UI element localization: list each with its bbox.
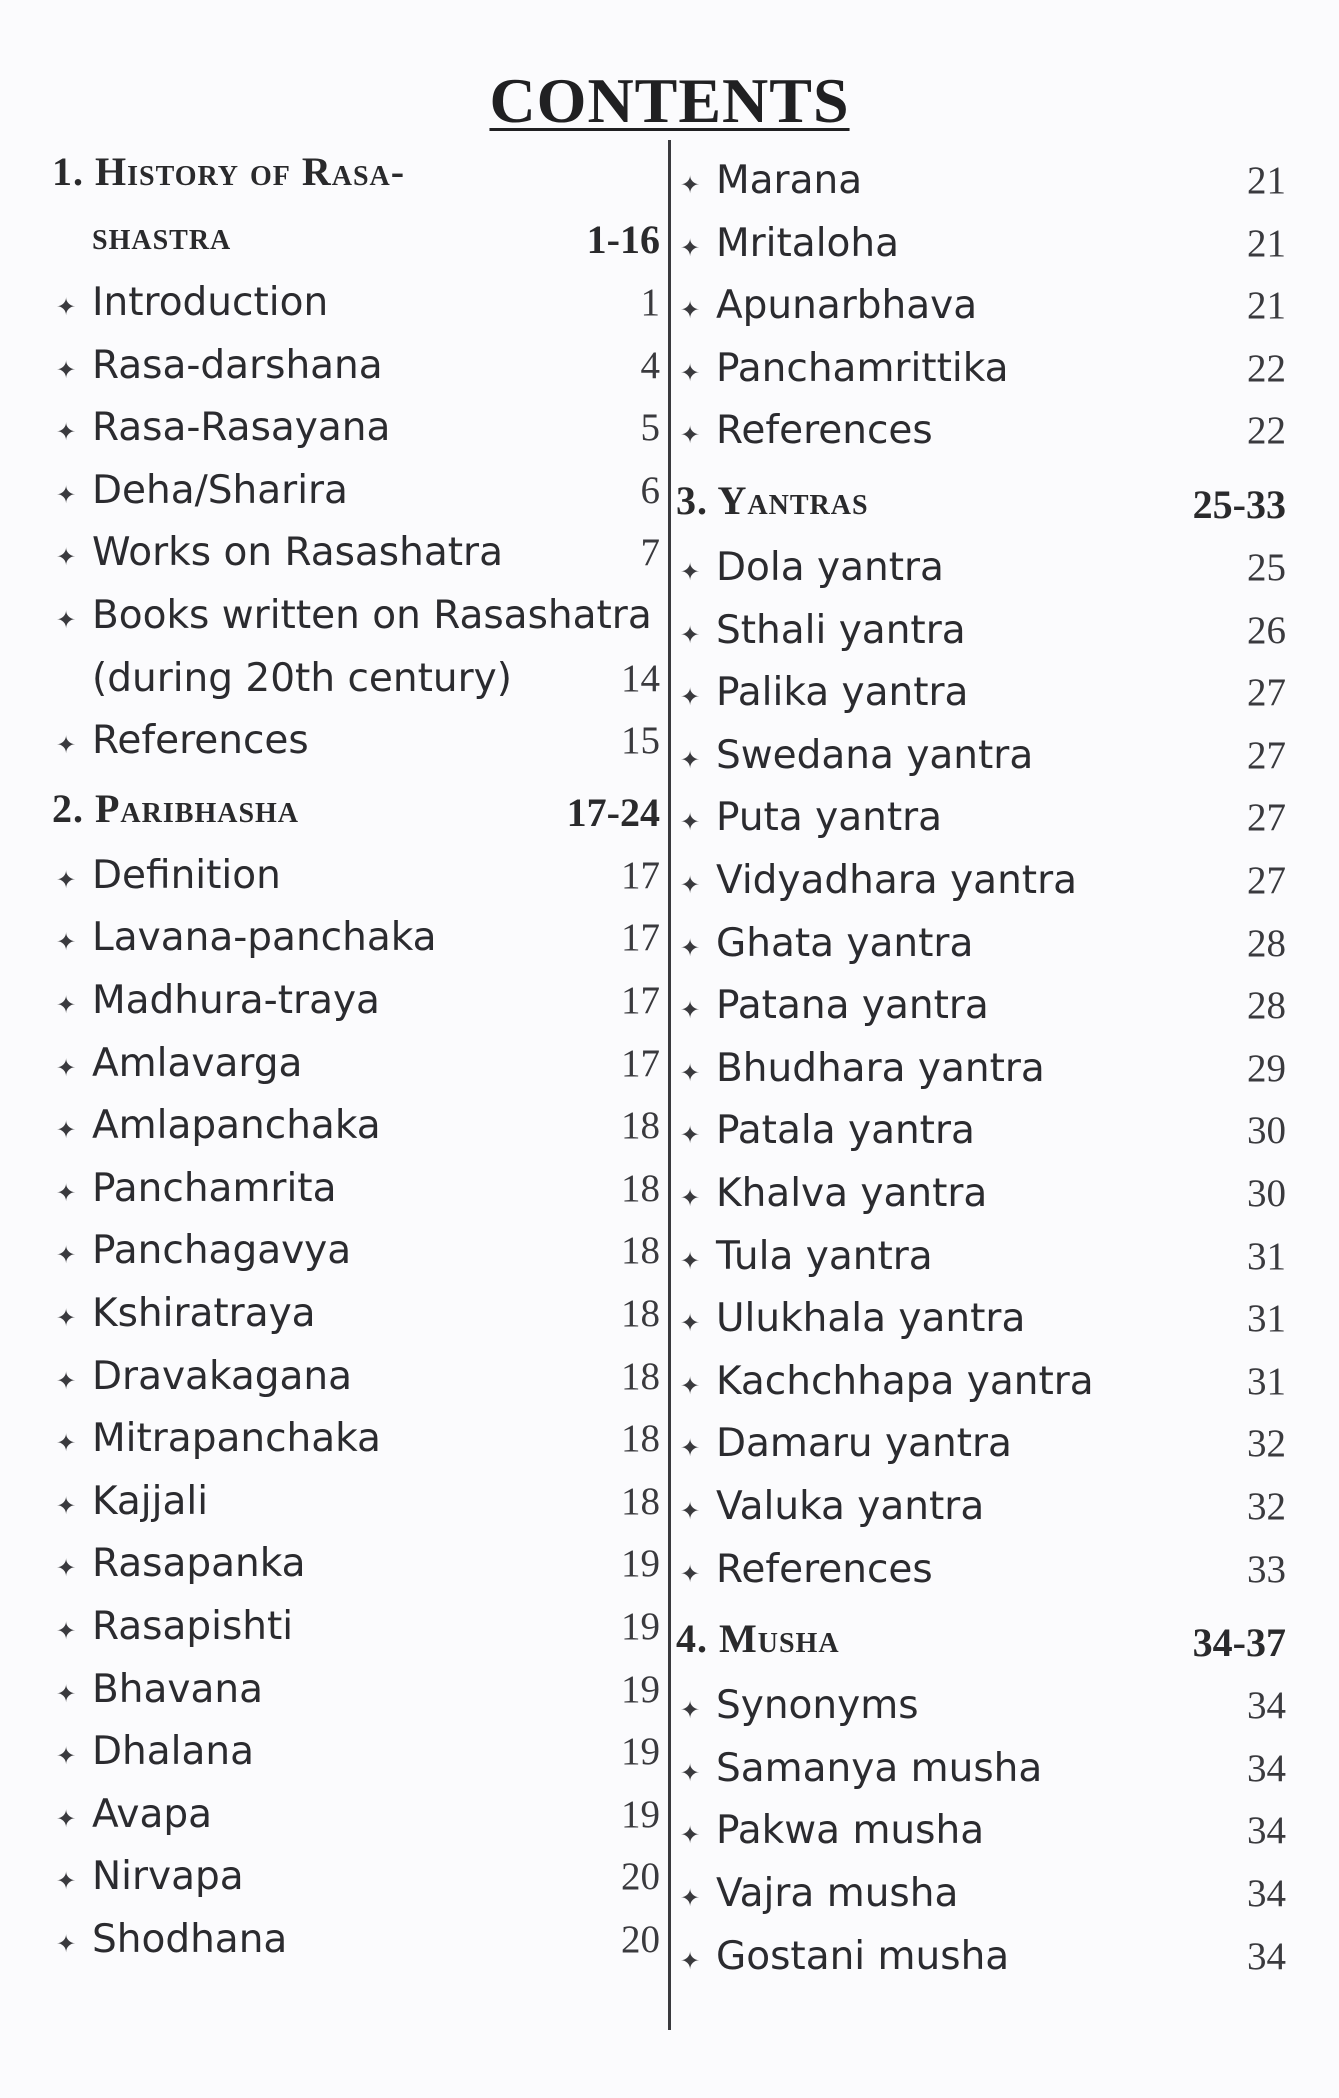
entry-label: Ghata yantra [716, 920, 974, 966]
entry-page-number: 21 [1247, 284, 1286, 328]
toc-entry [52, 1600, 660, 1660]
entry-page-number: 32 [1247, 1422, 1286, 1466]
star-bullet-icon: ✦ [56, 1178, 77, 1207]
star-bullet-icon: ✦ [680, 1371, 701, 1400]
entry-page-number: 31 [1247, 1359, 1286, 1403]
page-title-text: CONTENTS [489, 65, 850, 136]
entry-label: Bhavana [92, 1666, 263, 1712]
section-title: 1. History of Rasa- [52, 149, 406, 194]
toc-section-heading [52, 212, 660, 272]
entry-label: Dola yantra [716, 545, 944, 590]
entry-page-number: 22 [1247, 409, 1286, 453]
entry-label: Panchagavya [92, 1228, 352, 1274]
entry-page-number: 5 [640, 406, 660, 450]
entry-page-number: 30 [1247, 1172, 1286, 1215]
entry-label: Kshiratraya [92, 1291, 316, 1336]
star-bullet-icon: ✦ [56, 355, 77, 384]
toc-entry [52, 1537, 660, 1597]
toc-entry [52, 1099, 660, 1159]
toc-entry [676, 279, 1286, 339]
star-bullet-icon: ✦ [56, 1804, 77, 1833]
entry-page-number: 22 [1247, 346, 1286, 390]
entry-label: Kachchhapa yantra [716, 1358, 1094, 1404]
entry-label: Mitrapanchaka [92, 1416, 381, 1462]
toc-entry [52, 714, 660, 774]
toc-entry [52, 1224, 660, 1284]
star-bullet-icon: ✦ [680, 1696, 701, 1725]
toc-entry [676, 154, 1286, 214]
entry-page-number: 34 [1247, 1684, 1286, 1728]
toc-entry [676, 1104, 1286, 1164]
toc-entry [676, 854, 1286, 914]
entry-page-number: 20 [621, 1918, 660, 1961]
star-bullet-icon: ✦ [680, 1246, 701, 1275]
star-bullet-icon: ✦ [56, 293, 77, 321]
entry-label: Introduction [92, 280, 329, 325]
toc-entry [52, 589, 660, 649]
star-bullet-icon: ✦ [680, 996, 701, 1025]
star-bullet-icon: ✦ [680, 1497, 701, 1525]
star-bullet-icon: ✦ [56, 1930, 77, 1958]
toc-entry [676, 604, 1286, 664]
star-bullet-icon: ✦ [680, 1758, 701, 1787]
entry-page-number: 15 [621, 719, 660, 763]
toc-entry [52, 526, 660, 586]
star-bullet-icon: ✦ [56, 991, 77, 1019]
toc-entry [52, 652, 660, 712]
star-bullet-icon: ✦ [56, 1742, 77, 1771]
entry-page-number: 18 [621, 1479, 660, 1523]
entry-label: Patana yantra [716, 983, 989, 1029]
star-bullet-icon: ✦ [56, 1366, 77, 1395]
star-bullet-icon: ✦ [680, 358, 701, 387]
entry-page-number: 34 [1247, 1746, 1286, 1790]
entry-label: Mritaloha [716, 220, 900, 266]
star-bullet-icon: ✦ [56, 543, 77, 572]
entry-page-number: 25 [1247, 546, 1286, 589]
star-bullet-icon: ✦ [56, 1679, 77, 1708]
toc-entry [676, 1167, 1286, 1227]
entry-label: Dhalana [92, 1729, 254, 1775]
star-bullet-icon: ✦ [680, 1309, 701, 1338]
entry-page-number: 27 [1247, 796, 1286, 840]
entry-page-number: 18 [621, 1104, 660, 1148]
toc-entry [676, 1230, 1286, 1290]
star-bullet-icon: ✦ [680, 745, 701, 774]
entry-label: Lavana-panchaka [92, 915, 437, 961]
entry-label: Vajra musha [716, 1871, 959, 1916]
star-bullet-icon: ✦ [680, 1058, 701, 1087]
entry-label: Pakwa musha [716, 1808, 985, 1854]
toc-entry [52, 1725, 660, 1785]
toc-entry [676, 342, 1286, 402]
entry-page-number: 18 [621, 1229, 660, 1273]
entry-label: Panchamrittika [716, 345, 1009, 391]
star-bullet-icon: ✦ [680, 233, 701, 262]
toc-entry [676, 541, 1286, 601]
star-bullet-icon: ✦ [680, 171, 701, 199]
entry-label: Bhudhara yantra [716, 1045, 1045, 1091]
star-bullet-icon: ✦ [680, 1821, 701, 1850]
page-title [0, 64, 1339, 138]
toc-entry [676, 729, 1286, 789]
section-page-range: 25-33 [1192, 482, 1286, 527]
entry-label: Tula yantra [716, 1233, 933, 1279]
toc-entry [52, 1412, 660, 1472]
entry-label: Dravakagana [92, 1353, 353, 1399]
section-page-range: 34-37 [1192, 1620, 1286, 1666]
toc-entry [676, 404, 1286, 464]
entry-label: Panchamrita [92, 1165, 337, 1211]
star-bullet-icon: ✦ [680, 1559, 701, 1588]
star-bullet-icon: ✦ [680, 808, 701, 837]
toc-entry [52, 1350, 660, 1410]
toc-entry [676, 1679, 1286, 1739]
entry-label: References [716, 408, 933, 454]
star-bullet-icon: ✦ [56, 731, 77, 760]
toc-entry [52, 1475, 660, 1535]
entry-page-number: 27 [1247, 733, 1286, 777]
star-bullet-icon: ✦ [56, 1241, 77, 1270]
toc-entry [52, 1850, 660, 1910]
entry-page-number: 19 [621, 1605, 660, 1648]
section-title: shastra [92, 213, 232, 258]
star-bullet-icon: ✦ [56, 1554, 77, 1583]
toc-section-heading [52, 785, 660, 845]
entry-label: Definition [92, 852, 281, 898]
entry-page-number: 19 [621, 1792, 660, 1836]
entry-page-number: 29 [1247, 1046, 1286, 1090]
star-bullet-icon: ✦ [56, 1053, 77, 1082]
toc-entry [676, 1930, 1286, 1990]
star-bullet-icon: ✦ [680, 296, 701, 325]
toc-entry [52, 1162, 660, 1222]
toc-entry [676, 1042, 1286, 1102]
entry-page-number: 17 [621, 853, 660, 897]
star-bullet-icon: ✦ [56, 1304, 77, 1332]
star-bullet-icon: ✦ [680, 1946, 701, 1975]
toc-entry [52, 464, 660, 524]
entry-label: Shodhana [92, 1917, 288, 1962]
entry-page-number: 30 [1247, 1109, 1286, 1153]
entry-label: Amlapanchaka [92, 1103, 381, 1149]
entry-label: Works on Rasashatra [92, 530, 503, 576]
entry-page-number: 7 [640, 531, 660, 575]
star-bullet-icon: ✦ [56, 418, 77, 447]
toc-entry [52, 911, 660, 971]
entry-label: Amlavarga [92, 1040, 303, 1086]
star-bullet-icon: ✦ [56, 606, 77, 634]
toc-entry [52, 1287, 660, 1347]
toc-entry [676, 979, 1286, 1039]
entry-label: Vidyadhara yantra [716, 858, 1078, 903]
toc-entry [676, 1417, 1286, 1477]
entry-page-number: 18 [621, 1292, 660, 1335]
star-bullet-icon: ✦ [56, 1491, 77, 1520]
entry-page-number: 33 [1247, 1547, 1286, 1591]
star-bullet-icon: ✦ [680, 683, 701, 712]
entry-page-number: 17 [621, 1041, 660, 1085]
star-bullet-icon: ✦ [56, 928, 77, 957]
entry-label: Kajjali [92, 1478, 209, 1524]
entry-page-number: 18 [621, 1354, 660, 1398]
entry-page-number: 19 [621, 1667, 660, 1711]
entry-page-number: 34 [1247, 1809, 1286, 1853]
toc-entry [52, 849, 660, 909]
entry-label: Ulukhala yantra [716, 1296, 1026, 1342]
entry-page-number: 1 [640, 281, 660, 324]
entry-page-number: 19 [621, 1542, 660, 1586]
entry-page-number: 14 [621, 656, 660, 700]
entry-label: Swedana yantra [716, 732, 1034, 778]
section-title: 2. Paribhasha [52, 785, 300, 831]
entry-page-number: 21 [1247, 221, 1286, 265]
section-title: 3. Yantras [676, 478, 869, 523]
entry-page-number: 27 [1247, 671, 1286, 715]
entry-page-number: 32 [1247, 1485, 1286, 1528]
entry-label: Sthali yantra [716, 607, 966, 653]
entry-label: Books written on Rasashatra [92, 593, 652, 638]
star-bullet-icon: ✦ [680, 1884, 701, 1912]
star-bullet-icon: ✦ [680, 558, 701, 586]
section-page-range: 17-24 [566, 789, 660, 835]
entry-label: Damaru yantra [716, 1421, 1012, 1467]
toc-entry [52, 974, 660, 1034]
entry-label: Synonyms [716, 1683, 919, 1729]
toc-section-heading [52, 148, 660, 208]
star-bullet-icon: ✦ [56, 480, 77, 509]
section-page-range: 1-16 [586, 217, 660, 262]
entry-page-number: 6 [640, 468, 660, 512]
entry-label: Madhura-traya [92, 978, 380, 1023]
toc-entry [52, 1788, 660, 1848]
toc-entry [676, 791, 1286, 851]
toc-entry [676, 1742, 1286, 1802]
entry-label: Patala yantra [716, 1108, 975, 1154]
toc-entry [676, 1480, 1286, 1540]
star-bullet-icon: ✦ [680, 933, 701, 962]
star-bullet-icon: ✦ [56, 865, 77, 894]
section-title: 4. Musha [676, 1616, 840, 1662]
toc-entry [676, 217, 1286, 277]
toc-entry [676, 666, 1286, 726]
entry-label: Rasa-Rasayana [92, 405, 391, 451]
star-bullet-icon: ✦ [680, 871, 701, 899]
entry-page-number: 34 [1247, 1934, 1286, 1978]
entry-label: Apunarbhava [716, 283, 978, 329]
entry-label: Rasapishti [92, 1604, 294, 1649]
entry-label: Nirvapa [92, 1854, 244, 1900]
toc-entry [52, 401, 660, 461]
entry-page-number: 17 [621, 979, 660, 1022]
entry-page-number: 31 [1247, 1234, 1286, 1278]
entry-label: References [92, 718, 309, 764]
star-bullet-icon: ✦ [680, 421, 701, 450]
entry-page-number: 28 [1247, 984, 1286, 1028]
toc-section-heading [676, 1615, 1286, 1675]
entry-page-number: 28 [1247, 921, 1286, 965]
entry-page-number: 20 [621, 1855, 660, 1899]
toc-section-heading [676, 477, 1286, 537]
star-bullet-icon: ✦ [56, 1617, 77, 1645]
entry-label: Puta yantra [716, 795, 943, 841]
star-bullet-icon: ✦ [56, 1116, 77, 1145]
star-bullet-icon: ✦ [680, 1184, 701, 1212]
toc-entry [52, 276, 660, 336]
toc-entry [676, 1292, 1286, 1352]
star-bullet-icon: ✦ [680, 1434, 701, 1463]
entry-page-number: 31 [1247, 1297, 1286, 1341]
toc-entry [52, 339, 660, 399]
entry-label: References [716, 1546, 933, 1592]
entry-label: Deha/Sharira [92, 467, 348, 513]
entry-page-number: 26 [1247, 608, 1286, 652]
entry-page-number: 17 [621, 916, 660, 960]
entry-label: Khalva yantra [716, 1171, 988, 1216]
star-bullet-icon: ✦ [680, 620, 701, 649]
entry-page-number: 4 [640, 343, 660, 387]
toc-entry [52, 1913, 660, 1973]
star-bullet-icon: ✦ [56, 1429, 77, 1458]
entry-page-number: 18 [621, 1166, 660, 1210]
toc-entry [676, 1543, 1286, 1603]
toc-entry [52, 1037, 660, 1097]
toc-entry [676, 917, 1286, 977]
entry-label: Rasa-darshana [92, 342, 383, 388]
entry-label: Samanya musha [716, 1745, 1043, 1791]
entry-label: (during 20th century) [92, 655, 512, 701]
entry-label: Palika yantra [716, 670, 969, 716]
column-divider [668, 140, 671, 2030]
entry-page-number: 21 [1247, 159, 1286, 202]
toc-entry [676, 1804, 1286, 1864]
star-bullet-icon: ✦ [680, 1121, 701, 1150]
entry-label: Marana [716, 158, 863, 203]
entry-page-number: 19 [621, 1730, 660, 1774]
entry-page-number: 27 [1247, 859, 1286, 902]
entry-label: Gostani musha [716, 1933, 1010, 1979]
entry-page-number: 18 [621, 1417, 660, 1461]
entry-page-number: 34 [1247, 1872, 1286, 1915]
toc-entry [52, 1663, 660, 1723]
entry-label: Valuka yantra [716, 1484, 985, 1529]
star-bullet-icon: ✦ [56, 1867, 77, 1896]
toc-entry [676, 1867, 1286, 1927]
entry-label: Rasapanka [92, 1541, 306, 1587]
toc-entry [676, 1355, 1286, 1415]
entry-label: Avapa [92, 1791, 213, 1837]
